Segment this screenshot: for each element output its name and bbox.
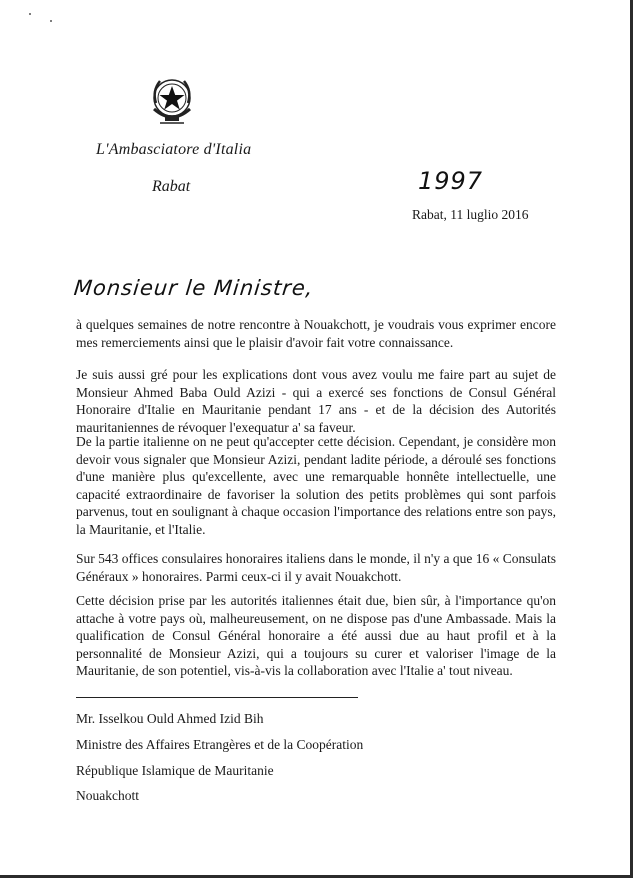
signature-divider [76,697,358,698]
letterhead-title: L'Ambasciatore d'Italia [96,141,252,158]
paragraph-3: De la partie italienne on ne peut qu'accepter cette décision. Cependant, je considère mon devoir vous signaler que Monsieur Azizi, pendant ladite période, a déroulé ses fonctions d'une manière plus qu'excellente, avec une remarquable honnête intellectuelle, une capacité extraordinaire de favoriser la solution des petits problèmes qui sont parfois parvenus, tout en soulignant à chaque occasion l'importance des relations entre son pays, la Mauritanie, et l'Italie. [76,434,556,537]
paragraph-5: Cette décision prise par les autorités italiennes était due, bien sûr, à l'importance qu'on attache à votre pays où, malheureusement, on ne dispose pas d'une Ambassade. Mais la qualification de Consul Général honoraire a été aussi due au haut profil et à la personnalité de Monsieur Azizi, qui a toujours su curer et valoriser l'image de la Mauritanie, de son potentiel, vis-à-vis la collaboration avec l'Italie a' tout niveau. [76,593,556,679]
letterhead-city: Rabat [152,178,191,195]
recipient-position: Ministre des Affaires Etrangères et de la Coopération [76,737,364,752]
recipient-name: Mr. Isselkou Ould Ahmed Izid Bih [76,711,264,726]
paragraph-1: à quelques semaines de notre rencontre à Nouakchott, je voudrais vous exprimer encore mes remerciements ainsi que le plaisir d'avoir fait votre connaissance. [76,317,556,350]
recipient-city: Nouakchott [76,788,139,803]
italian-emblem-icon [146,73,198,129]
salutation: Monsieur le Ministre, [72,276,315,300]
paragraph-4: Sur 543 offices consulaires honoraires italiens dans le monde, il n'y a que 16 « Consulats Généraux » honoraires. Parmi ceux-ci il y avait Nouakchott. [76,551,556,584]
recipient-country: République Islamique de Mauritanie [76,763,274,778]
protocol-number: 1997 [418,167,484,195]
paragraph-2: Je suis aussi gré pour les explications dont vous avez voulu me faire part au sujet de Monsieur Ahmed Baba Ould Azizi - qui a exercé ses fonctions de Consul Général Honoraire d'Italie en Mauritanie pendant 17 ans - et de la décision des Autorités mauritaniennes de révoquer l'exequatur a' sa faveur. [76,367,556,435]
letter-date: Rabat, 11 luglio 2016 [412,207,529,222]
scan-speck [50,20,52,22]
scan-speck [29,13,31,15]
